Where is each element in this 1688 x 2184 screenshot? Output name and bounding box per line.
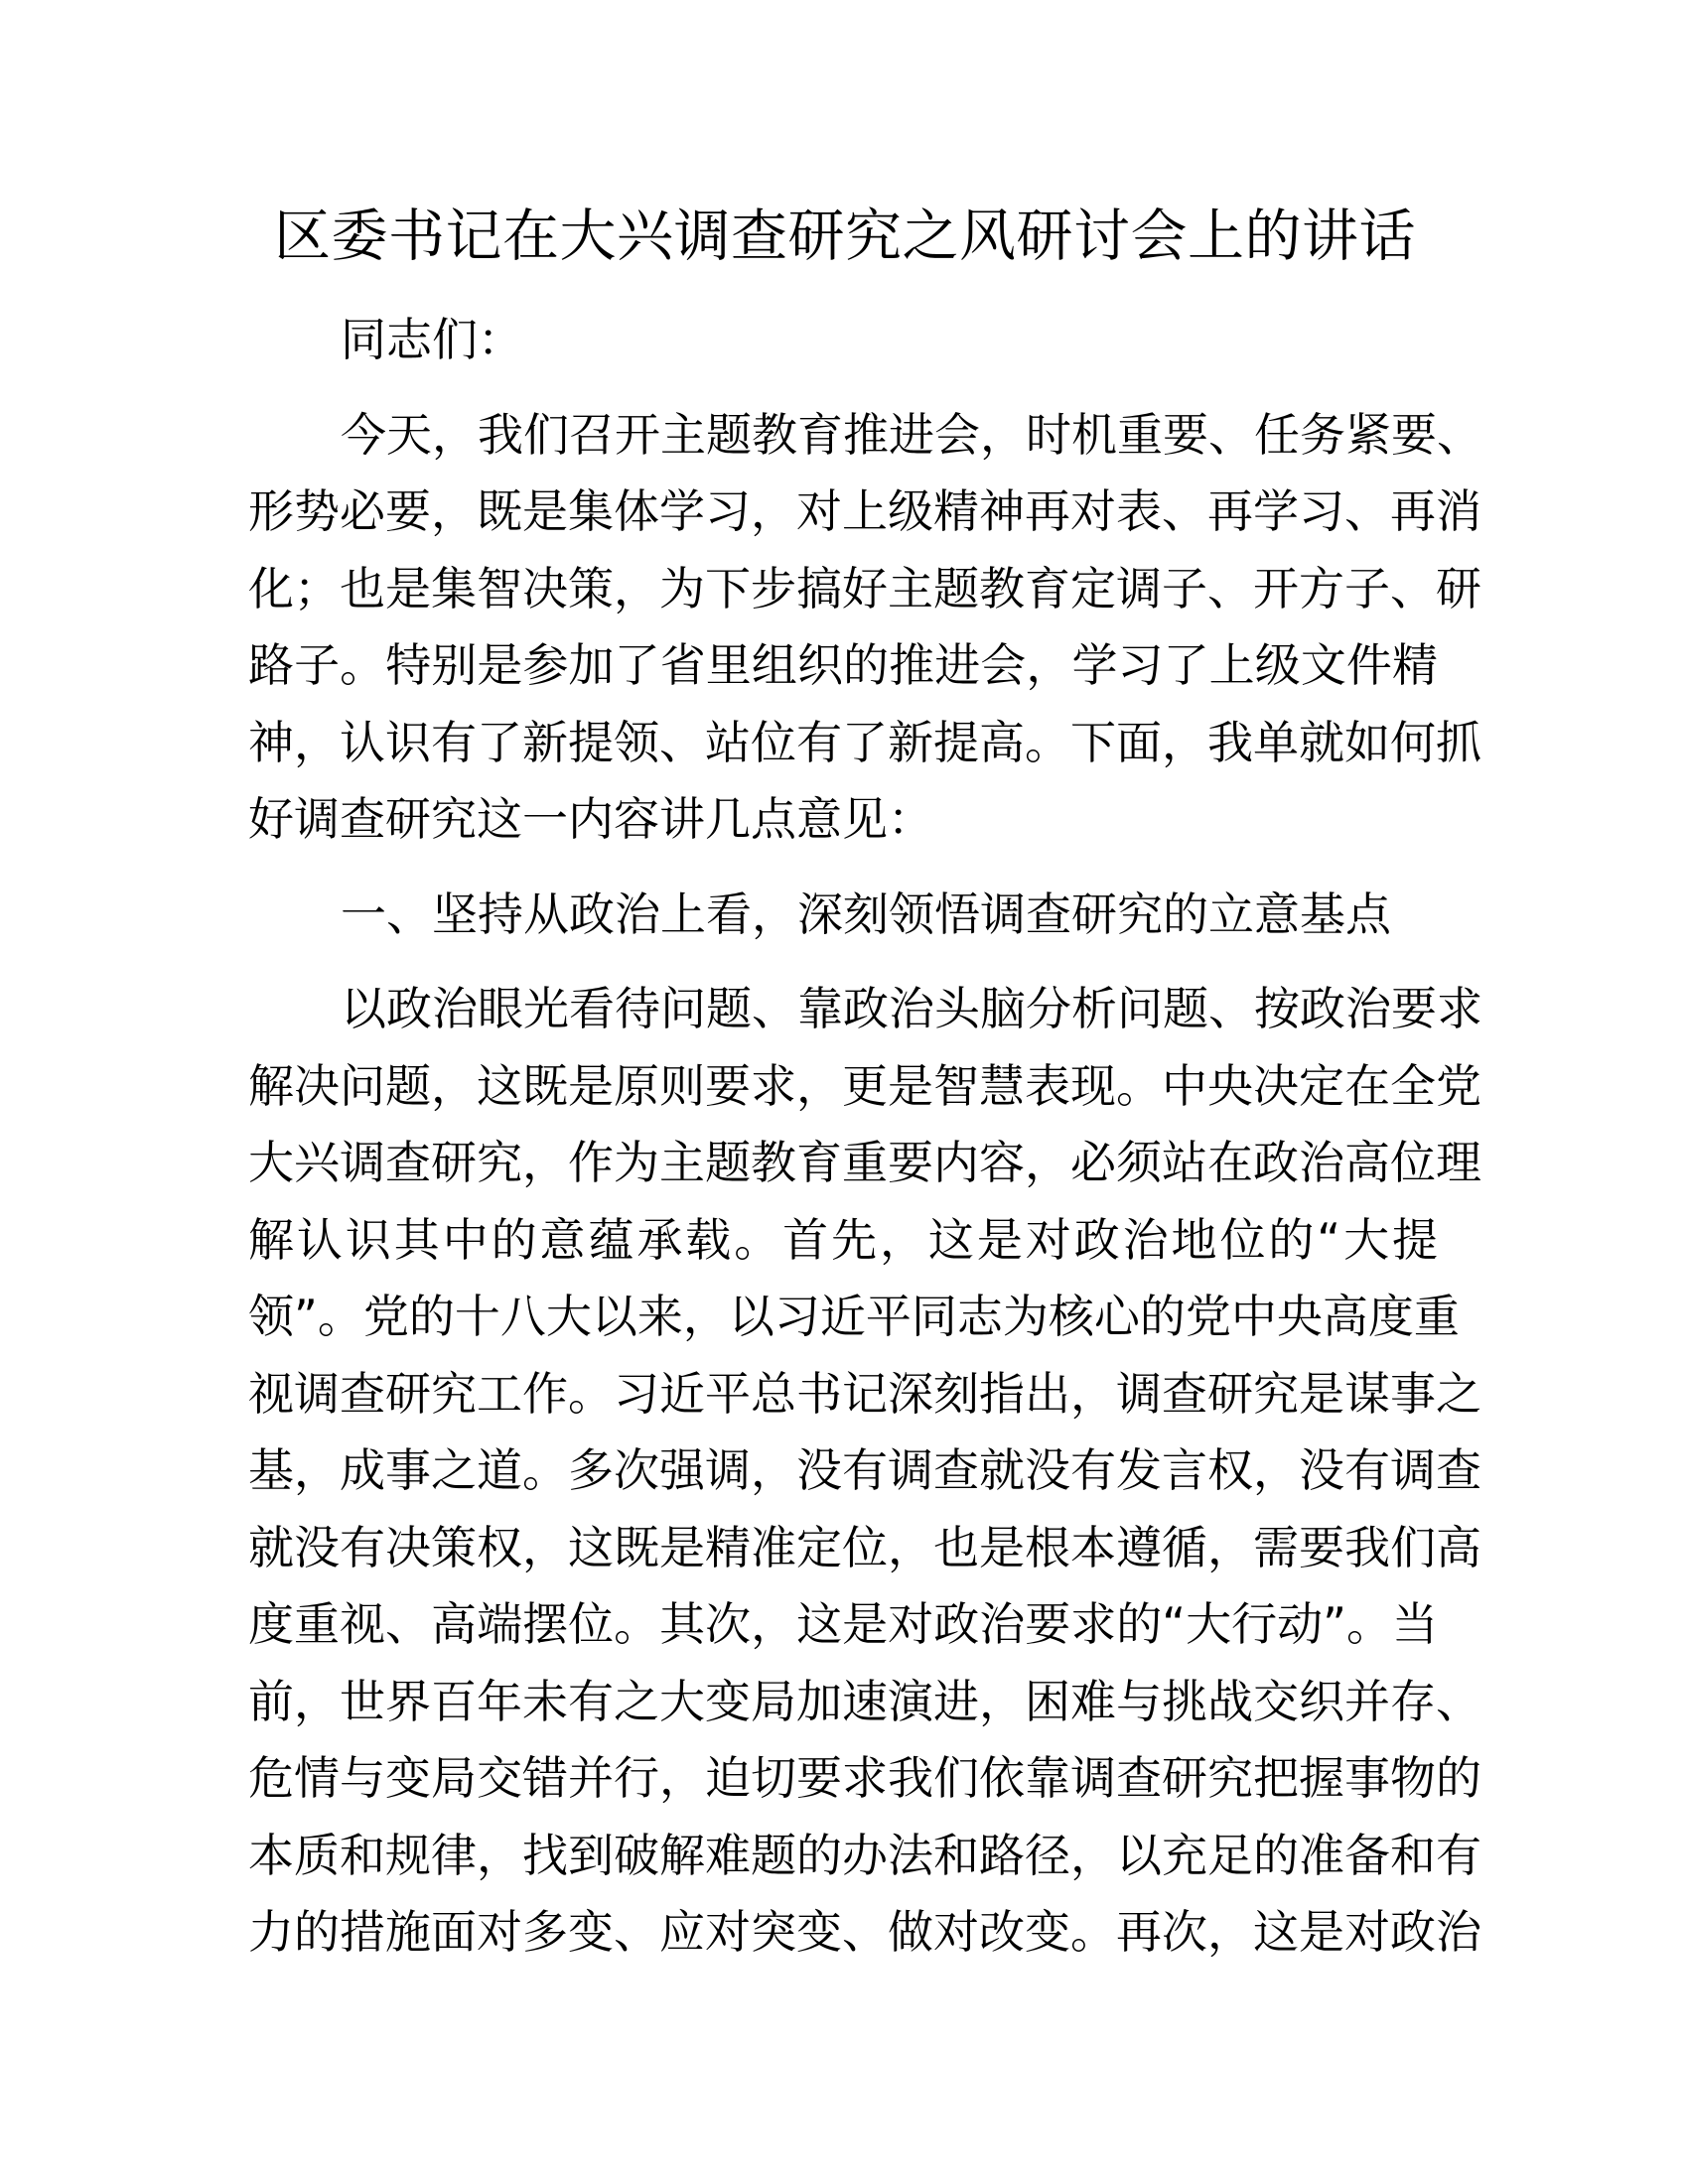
text-line: 视调查研究工作。习近平总书记深刻指出，调查研究是谋事之 <box>248 1366 1481 1421</box>
document-body <box>248 302 1482 1989</box>
text-line: 危情与变局交错并行，迫切要求我们依靠调查研究把握事物的 <box>248 1751 1481 1805</box>
text-line: 基，成事之道。多次强调，没有调查就没有发言权，没有调查 <box>248 1443 1481 1497</box>
text-line: 路子。特别是参加了省里组织的推进会，学习了上级文件精 <box>248 638 1438 692</box>
document-title: 区委书记在大兴调查研究之风研讨会上的讲话 <box>274 204 1416 269</box>
text-line: 解决问题，这既是原则要求，更是智慧表现。中央决定在全党 <box>248 1058 1481 1113</box>
text-line: 今天，我们召开主题教育推进会，时机重要、任务紧要、 <box>341 407 1482 462</box>
text-line: 本质和规律，找到破解难题的办法和路径，以充足的准备和有 <box>248 1828 1481 1882</box>
text-line: 力的措施面对多变、应对突变、做对改变。再次，这是对政治 <box>248 1905 1481 1959</box>
text-line: 同志们： <box>341 313 523 366</box>
section-heading-1 <box>248 877 1440 954</box>
text-line: 解认识其中的意蕴承载。首先，这是对政治地位的“大提 <box>248 1212 1438 1267</box>
text-line: 好调查研究这一内容讲几点意见： <box>248 792 933 846</box>
text-line: 神，认识有了新提领、站位有了新提高。下面，我单就如何抓 <box>248 715 1481 769</box>
section-1-paragraph <box>248 971 1482 1972</box>
text-line: 形势必要，既是集体学习，对上级精神再对表、再学习、再消 <box>248 484 1481 538</box>
text-line: 大兴调查研究，作为主题教育重要内容，必须站在政治高位理 <box>248 1136 1481 1189</box>
section-heading-text: 一、坚持从政治上看，深刻领悟调查研究的立意基点 <box>341 887 1391 941</box>
salutation-paragraph <box>248 302 1440 379</box>
text-line: 就没有决策权，这既是精准定位，也是根本遵循，需要我们高 <box>248 1520 1481 1574</box>
text-line: 度重视、高端摆位。其次，这是对政治要求的“大行动”。当 <box>248 1597 1438 1651</box>
text-line: 前，世界百年未有之大变局加速演进，困难与挑战交织并存、 <box>248 1674 1481 1728</box>
text-line: 领”。党的十八大以来，以习近平同志为核心的党中央高度重 <box>248 1290 1460 1343</box>
text-line: 以政治眼光看待问题、靠政治头脑分析问题、按政治要求 <box>341 982 1482 1035</box>
intro-paragraph <box>248 397 1482 859</box>
text-line: 化；也是集智决策，为下步搞好主题教育定调子、开方子、研 <box>248 561 1481 615</box>
